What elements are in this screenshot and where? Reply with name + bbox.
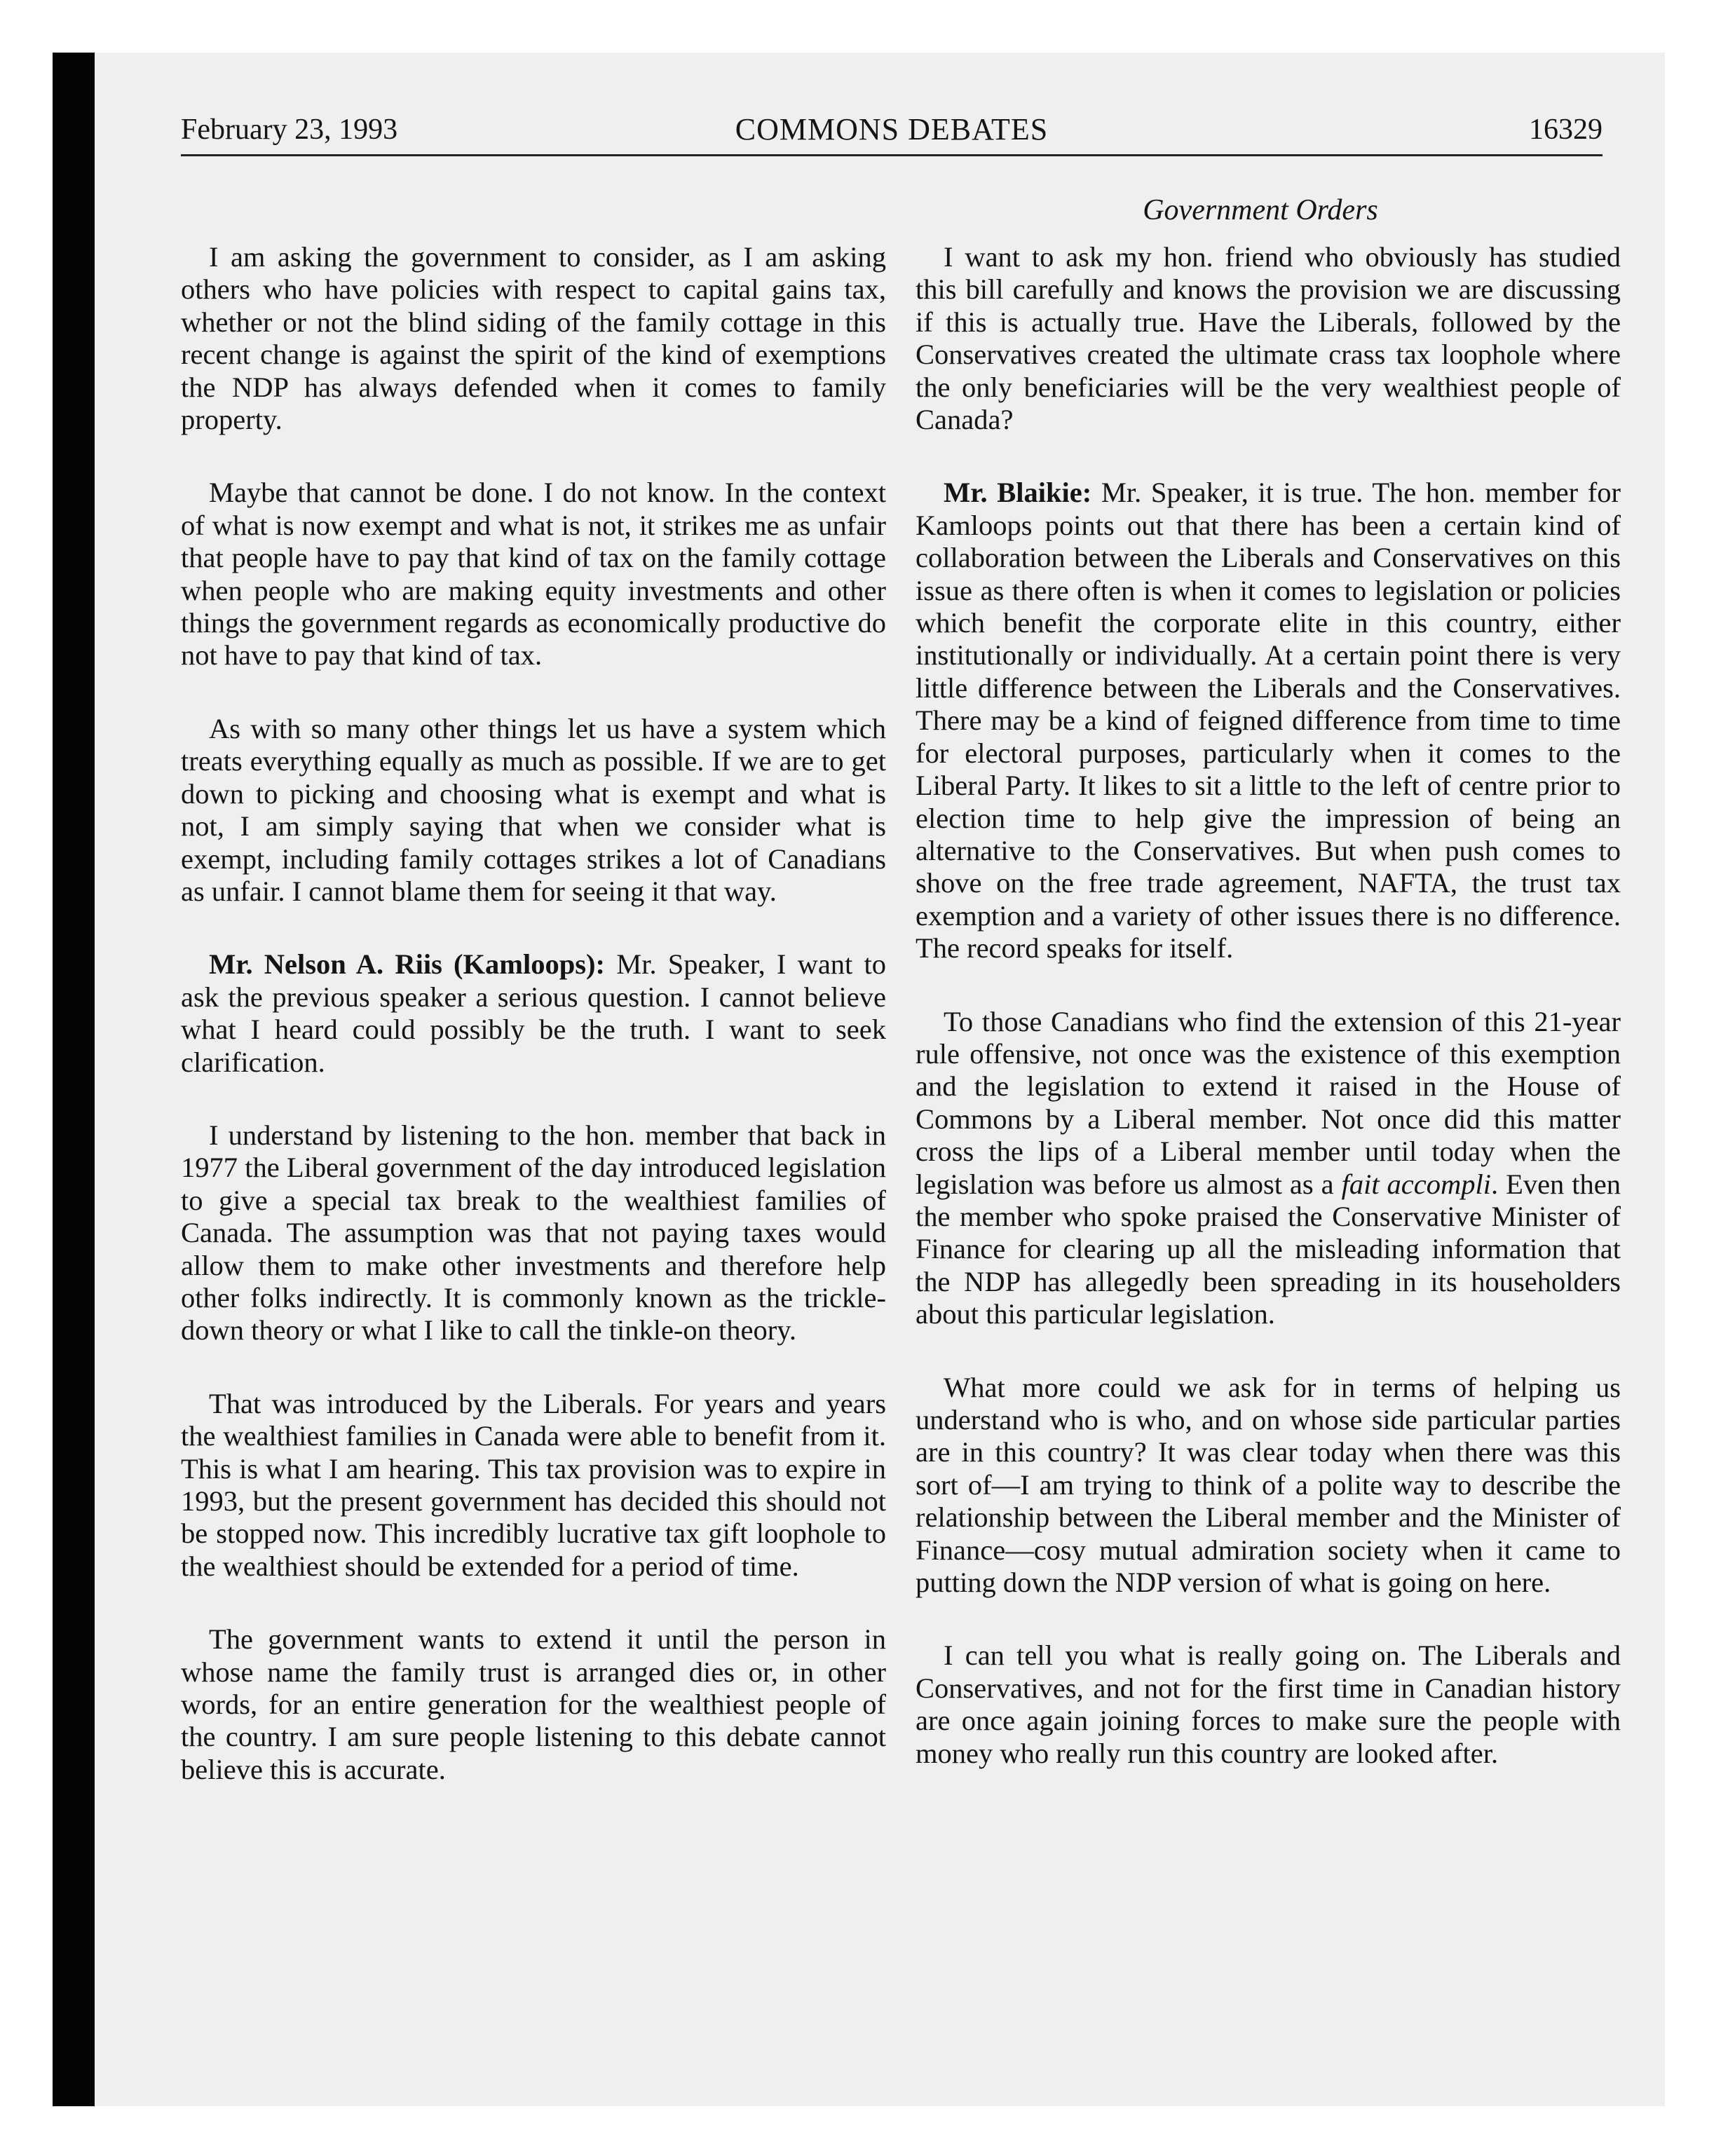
scan-border (53, 53, 95, 2106)
paragraph: Maybe that cannot be done. I do not know. In the context of what is now exempt and what is not, it strikes me as unfair that people have to pay that kind of tax on the family cottage when people who are making equity investments and other things the government regards as economically productive do not have to pay that kind of tax. (181, 477, 886, 671)
paragraph: To those Canadians who find the extension of this 21-year rule offensive, not once was the existence of this exemption and the legislation to extend it raised in the House of Commons by a Liberal member. Not once did this matter cross the lips of a Liberal member until today when the legislation was before us almost as a fait accompli. Even then the member who spoke praised the Conservative Minister of Finance for clearing up all the misleading information that the NDP has allegedly been spreading in its householders about this particular legislation. (916, 1005, 1621, 1330)
paragraph: As with so many other things let us have a system which treats everything equally as much as possible. If we are to get down to picking and choosing what is exempt and what is not, I am simply saying that when we consider what is exempt, including family cottages strikes a lot of Canadians as unfair. I cannot blame them for seeing it that way. (181, 712, 886, 907)
paragraph: The government wants to extend it until the person in whose name the family trust is arranged dies or, in other words, for an entire generation for the wealthiest people of the country. I am sure people listening to this debate cannot believe this is accurate. (181, 1623, 886, 1785)
paragraph: I am asking the government to consider, as I am asking others who have policies with respect to capital gains tax, whether or not the blind siding of the family cottage in this recent change is against the spirit of the kind of exemptions the NDP has always defended when it comes to family property. (181, 241, 886, 436)
section-label: Government Orders (1143, 194, 1378, 226)
paragraph: That was introduced by the Liberals. For years and years the wealthiest families in Canada were able to benefit from it. This is what I am hearing. This tax provision was to expire in 1993, but the present government has decided this should not be stopped now. This incredibly lucrative tax gift loophole to the wealthiest should be extended for a period of time. (181, 1387, 886, 1582)
paragraph: Mr. Nelson A. Riis (Kamloops): Mr. Speaker, I want to ask the previous speaker a serious question. I cannot believe what I heard could possibly be the truth. I want to seek clarification. (181, 948, 886, 1078)
left-column (181, 241, 886, 1827)
page-header (181, 107, 1603, 153)
emphasis-text: fait accompli (1341, 1168, 1491, 1200)
header-date: February 23, 1993 (181, 114, 398, 146)
paragraph: I want to ask my hon. friend who obviously has studied this bill carefully and knows the provision we are discussing if this is actually true. Have the Liberals, followed by the Conservatives created the ultimate crass tax loophole where the only beneficiaries will be the very wealthiest people of Canada? (916, 241, 1621, 436)
paragraph: What more could we ask for in terms of helping us understand who is who, and on whose side particular parties are in this country? It was clear today when there was this sort of—I am trying to think of a polite way to describe the relationship between the Liberal member and the Minister of Finance—cosy mutual admiration society when it came to putting down the NDP version of what is going on here. (916, 1371, 1621, 1599)
right-column (916, 241, 1621, 1810)
header-title: COMMONS DEBATES (735, 112, 1049, 146)
speaker-name: Mr. Blaikie: (944, 477, 1092, 509)
header-rule (181, 154, 1603, 156)
paragraph: I can tell you what is really going on. The Liberals and Conservatives, and not for the first time in Canadian history are once again joining forces to make sure the people with money who really run this country are looked after. (916, 1639, 1621, 1769)
page-number: 16329 (1529, 114, 1603, 146)
speaker-name: Mr. Nelson A. Riis (Kamloops): (209, 948, 606, 981)
paragraph: Mr. Blaikie: Mr. Speaker, it is true. The hon. member for Kamloops points out that there has been a certain kind of collaboration between the Liberals and Conservatives on this issue as there often is when it comes to legislation or policies which benefit the corporate elite in this country, either institutionally or individually. At a certain point there is very little difference between the Liberals and the Conservatives. There may be a kind of feigned difference from time to time for electoral purposes, particularly when it comes to the Liberal Party. It likes to sit a little to the left of centre prior to election time to help give the impression of being an alternative to the Conservatives. But when push comes to shove on the free trade agreement, NAFTA, the trust tax exemption and a variety of other issues there is no difference. The record speaks for itself. (916, 477, 1621, 964)
paragraph: I understand by listening to the hon. member that back in 1977 the Liberal government of the day introduced legislation to give a special tax break to the wealthiest families of Canada. The assumption was that not paying taxes would allow them to make other investments and therefore help other folks indirectly. It is commonly known as the trickle-down theory or what I like to call the tinkle-on theory. (181, 1119, 886, 1346)
